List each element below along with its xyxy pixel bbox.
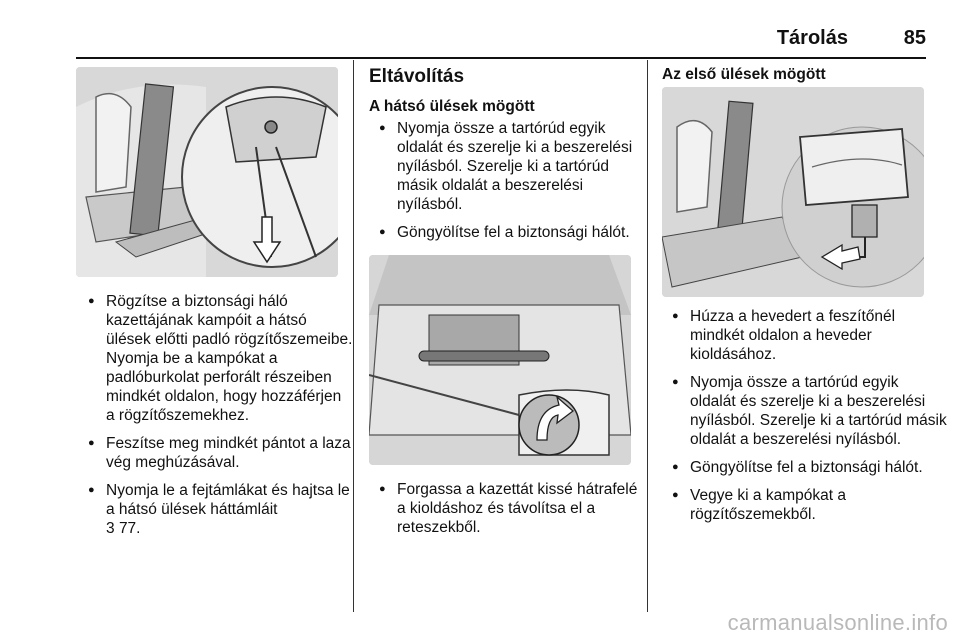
col2-bullet-list-bottom <box>369 480 644 546</box>
figure-net-hooks <box>76 67 338 277</box>
column-divider-2 <box>647 60 648 612</box>
behind-front-seats-subheading: Az első ülések mögött <box>662 66 826 83</box>
col1-bullet-3-text: Nyomja le a fejtámlákat és hajtsa le a hátsó ülések háttámláit <box>106 482 350 518</box>
page-number: 85 <box>903 27 926 49</box>
page-ref-link[interactable]: 77. <box>118 520 141 537</box>
section-title: Tárolás <box>776 27 848 49</box>
col3-bullet-list <box>662 307 947 533</box>
col1-bullet-1: ● Rögzítse a biztonsági háló kazettájának kampóit a hátsó ülések előtti padló rögzítőszemeibe. Nyomja be a kampókat a padlóburkolat perforált részeiben mindkét oldalon, hogy hozzáférjen a rögzítőszemekhez. <box>78 292 353 425</box>
col2-bullet-3: ● Forgassa a kazettát kissé hátrafelé a kioldáshoz és távolítsa el a reteszekből. <box>369 480 644 537</box>
col3-bullet-3: ● Göngyölítse fel a biztonsági hálót. <box>662 458 947 477</box>
col2-bullet-list-top <box>369 119 644 251</box>
behind-rear-seats-subheading: A hátsó ülések mögött <box>369 98 535 115</box>
watermark: carmanualsonline.info <box>727 610 948 635</box>
page-ref-arrow-icon: 3 <box>106 520 115 537</box>
col2-bullet-1: ● Nyomja össze a tartórúd egyik oldalát és szerelje ki a beszerelési nyílásból. Szerelje ki a tartórúd másik oldalát a beszerelési nyílásból. <box>369 119 644 214</box>
header-rule <box>76 57 926 59</box>
illustration-front-seat-net <box>662 87 924 297</box>
col2-bullet-2: ● Göngyölítse fel a biztonsági hálót. <box>369 223 644 242</box>
col1-bullet-2: ● Feszítse meg mindkét pántot a laza vég meghúzásával. <box>78 434 353 472</box>
illustration-rear-seat-net <box>76 67 338 277</box>
removal-heading: Eltávolítás <box>369 66 465 87</box>
figure-strap-release <box>662 87 924 297</box>
col1-bullet-list <box>78 292 353 547</box>
col3-bullet-2: ● Nyomja össze a tartórúd egyik oldalát és szerelje ki a beszerelési nyílásból. Szerelje ki a tartórúd másik oldalát a beszerelési nyílásból. <box>662 373 947 449</box>
illustration-cargo-cassette <box>369 255 631 465</box>
col3-bullet-4: ● Vegye ki a kampókat a rögzítőszemekből. <box>662 486 947 524</box>
column-divider-1 <box>353 60 354 612</box>
col1-bullet-3 <box>78 481 353 538</box>
figure-cassette-removal <box>369 255 631 465</box>
col3-bullet-1: ● Húzza a hevedert a feszítőnél mindkét oldalon a heveder kioldásához. <box>662 307 947 364</box>
